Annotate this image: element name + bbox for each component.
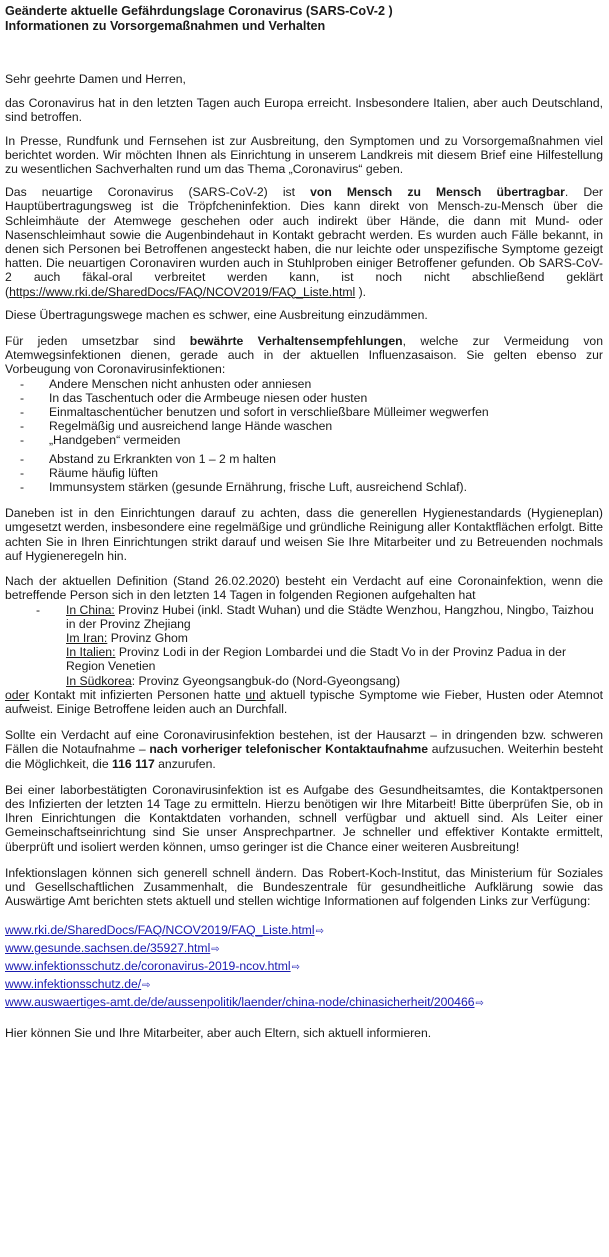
bold-transmission: von Mensch zu Mensch übertragbar	[310, 185, 565, 200]
title-line-2: Informationen zu Vorsorgemaßnahmen und Verhalten	[5, 19, 326, 33]
link-list	[5, 922, 603, 1012]
paragraph-recommendations: Für jeden umsetzbar sind bewährte Verhaltensempfehlungen, welche zur Vermeidung von Atemwegsinfektionen dienen, gerade auch in der aktuellen Influenzasaison. Sie gelten ebenso zur Vorbeugung von Coronavirusinfektionen:	[5, 334, 603, 377]
external-link-icon: ⇨	[291, 962, 301, 974]
list-item	[5, 603, 603, 688]
list-item: - Regelmäßig und ausreichend lange Hände waschen	[5, 419, 603, 433]
list-item: - „Handgeben“ vermeiden	[5, 433, 603, 447]
bold-phone-contact: nach vorheriger telefonischer Kontaktaufnahme	[149, 742, 429, 757]
paragraph-definition: Nach der aktuellen Definition (Stand 26.02.2020) besteht ein Verdacht auf eine Coronainfektion, wenn die betreffende Person sich in den letzten 14 Tagen in folgenden Regionen aufgehalten hat	[5, 574, 603, 603]
bold-hotline: 116 117	[112, 756, 155, 771]
region-china: - In China: Provinz Hubei (inkl. Stadt Wuhan) und die Städte Wenzhou, Hangzhou, Ningbo, Taizhou in der Provinz Zhejiang	[66, 602, 594, 631]
paragraph-media: In Presse, Rundfunk und Fernsehen ist zur Ausbreitung, den Symptomen und zu Vorsorgemaßnahmen viel berichtet worden. Wir möchten Ihnen als Einrichtung in unserem Landkreis mit diesem Brief eine Hilfestellung zu wesentlichen Sachverhalten rund um das Thema „Coronavirus“ geben.	[5, 133, 603, 177]
paragraph-transmission: Das neuartige Coronavirus (SARS-CoV-2) ist von Mensch zu Mensch übertragbar. Der Hauptübertragungsweg ist die Tröpfcheninfektion. Dies kann direkt von Mensch-zu-Mensch über die Schleimhäute der Atemwege geschehen oder auch indirekt über Hände, die dann mit Mund- oder Nasenschleimhaut sowie die Augenbindehaut in Kontakt gebracht werden. Es wurden auch Fälle bekannt, in denen sich Personen bei Betroffenen angesteckt haben, die nur leichte oder unspezifische Symptome gezeigt hatten. Die neuartigen Coronaviren wurden auch in Stuhlproben einiger Betroffener gefunden. Ob SARS-CoV-2 auch fäkal-oral verbreitet werden kann, ist noch nicht abschließend geklärt (https://www.rki.de/SharedDocs/FAQ/NCOV2019/FAQ_Liste.html ).	[5, 185, 603, 299]
link-auswaertiges-amt[interactable]: www.auswaertiges-amt.de/de/aussenpolitik/laender/china-node/chinasicherheit/200466⇨	[5, 994, 603, 1012]
paragraph-suspicion: Sollte ein Verdacht auf eine Coronavirusinfektion bestehen, ist der Hausarzt – in dringenden bzw. schweren Fällen die Notaufnahme – nach vorheriger telefonischer Kontaktaufnahme aufzusuchen. Weiterhin besteht die Möglichkeit, die 116 117 anzurufen.	[5, 728, 603, 771]
paragraph-intro: das Coronavirus hat in den letzten Tagen auch Europa erreicht. Insbesondere Italien, aber auch Deutschland, sind betroffen.	[5, 96, 603, 125]
paragraph-closing: Hier können Sie und Ihre Mitarbeiter, aber auch Eltern, sich aktuell informieren.	[5, 1026, 432, 1041]
list-item: - In das Taschentuch oder die Armbeuge niesen oder husten	[5, 391, 603, 405]
list-item: - Abstand zu Erkrankten von 1 – 2 m halten	[5, 452, 603, 466]
link-sachsen[interactable]: www.gesunde.sachsen.de/35927.html⇨	[5, 940, 603, 958]
list-item: - Räume häufig lüften	[5, 466, 603, 480]
external-link-icon: ⇨	[475, 998, 484, 1010]
salutation: Sehr geehrte Damen und Herren,	[5, 72, 186, 86]
region-italy: In Italien: Provinz Lodi in der Region Lombardei und die Stadt Vo in der Provinz Padua in der Region Venetien	[66, 645, 567, 674]
rki-faq-link[interactable]: https://www.rki.de/SharedDocs/FAQ/NCOV2019/FAQ_Liste.html	[9, 284, 356, 299]
external-link-icon: ⇨	[315, 926, 324, 938]
title-line-1: Geänderte aktuelle Gefährdungslage Coronavirus (SARS-CoV-2 )	[5, 4, 393, 18]
document-title	[5, 4, 603, 34]
link-infektionsschutz[interactable]: www.infektionsschutz.de/⇨	[5, 976, 603, 994]
list-item: - Einmaltaschentücher benutzen und sofort in verschließbare Mülleimer wegwerfen	[5, 405, 603, 419]
recommendation-list	[5, 377, 603, 495]
risk-region-list	[5, 603, 603, 688]
external-link-icon: ⇨	[142, 980, 151, 992]
list-item: - Immunsystem stärken (gesunde Ernährung, frische Luft, ausreichend Schlaf).	[5, 480, 603, 494]
region-korea: In Südkorea: Provinz Gyeongsangbuk-do (Nord-Gyeongsang)	[66, 673, 401, 688]
external-link-icon: ⇨	[211, 944, 220, 956]
paragraph-contact-tracing: Bei einer laborbestätigten Coronavirusinfektion ist es Aufgabe des Gesundheitsamtes, die Kontaktpersonen des Infizierten der letzten 14 Tage zu ermitteln. Hierzu benötigen wir Ihre Mitarbeit! Bitte überprüfen Sie, ob in Ihren Einrichtungen die Kontaktdaten vorhanden, schnell verfügbar und aktuell sind. Als Leiter einer Gemeinschaftseinrichtung sind Sie unser Ansprechpartner. Je schneller und effektiver Kontakte ermittelt, überprüft und isoliert werden können, umso geringer ist die Chance einer weiteren Ausbreitung!	[5, 782, 603, 854]
link-infektionsschutz-ncov[interactable]: www.infektionsschutz.de/coronavirus-2019-ncov.html⇨	[5, 958, 603, 976]
paragraph-info-sources: Infektionslagen können sich generell schnell ändern. Das Robert-Koch-Institut, das Ministerium für Soziales und Gesellschaftlichen Zusammenhalt, die Bundeszentrale für gesundheitliche Aufklärung sowie das Auswärtige Amt berichten stets aktuell und stellen wichtige Informationen auf folgenden Links zur Verfügung:	[5, 865, 603, 909]
bold-recommendations: bewährte Verhaltensempfehlungen	[189, 334, 403, 349]
paragraph-hygiene: Daneben ist in den Einrichtungen darauf zu achten, dass die generellen Hygienestandards (Hygieneplan) umgesetzt werden, insbesondere eine regelmäßige und gründliche Reinigung aller Kontaktflächen erfolgt. Bitte achten Sie in Ihren Einrichtungen strikt darauf und weisen Sie Ihre Mitarbeiter und zu Betreuenden nochmals auf Hygieneregeln hin.	[5, 506, 603, 563]
paragraph-containment: Diese Übertragungswege machen es schwer, eine Ausbreitung einzudämmen.	[5, 307, 428, 322]
paragraph-symptoms: oder Kontakt mit infizierten Personen hatte und aktuell typische Symptome wie Fieber, Husten oder Atemnot aufweist. Einige Betroffene leiden auch an Durchfall.	[5, 687, 603, 716]
list-item: - Andere Menschen nicht anhusten oder anniesen	[5, 377, 603, 391]
region-iran: Im Iran: Provinz Ghom	[66, 630, 188, 645]
link-rki[interactable]: www.rki.de/SharedDocs/FAQ/NCOV2019/FAQ_Liste.html⇨	[5, 922, 603, 940]
